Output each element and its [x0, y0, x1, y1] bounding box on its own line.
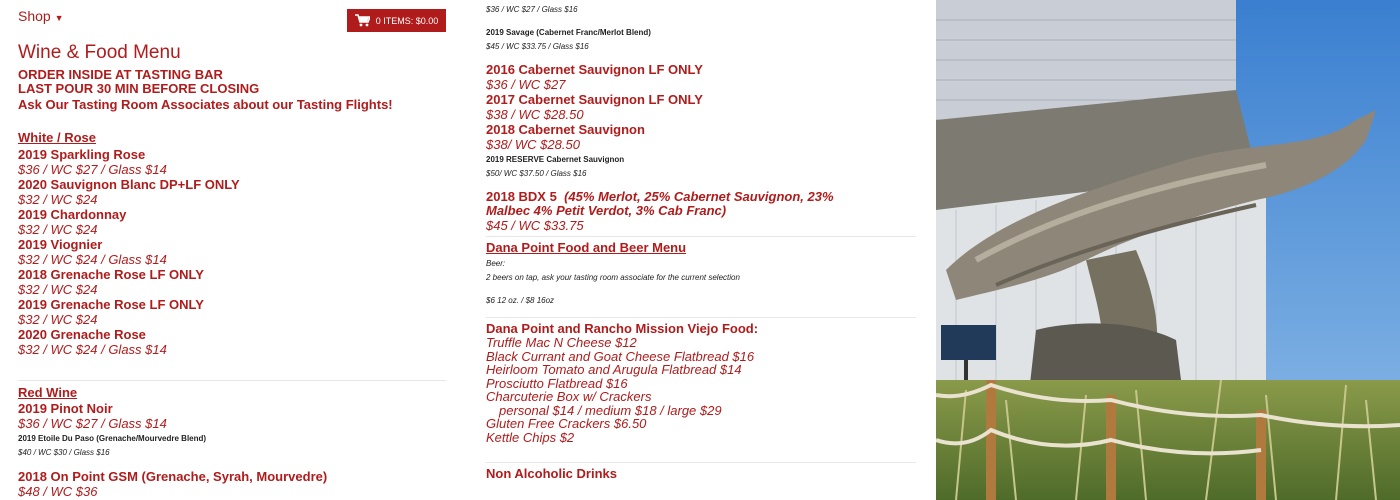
cart-button[interactable]: [347, 9, 446, 32]
wine-price: $32 / WC $24: [18, 192, 98, 207]
wine-price: $32 / WC $24 / Glass $14: [18, 342, 167, 357]
wine-item: [18, 327, 167, 357]
wine-item: [486, 92, 703, 122]
list-item: Charcuterie Box w/ Crackers: [486, 389, 652, 404]
beer-label: Beer:: [486, 259, 506, 268]
list-item: Prosciutto Flatbread $16: [486, 375, 628, 391]
section-heading-food: Dana Point and Rancho Mission Viejo Food:: [486, 321, 759, 336]
wine-name: 2019 RESERVE Cabernet Sauvignon: [486, 155, 625, 164]
wine-name: 2019 Sparkling Rose: [18, 147, 146, 162]
wine-name: 2019 Viognier: [18, 237, 103, 252]
chevron-down-icon: ▼: [54, 13, 64, 23]
wine-price: $48 / WC $36: [18, 484, 98, 499]
wine-item: [486, 26, 651, 54]
list-item: Black Currant and Goat Cheese Flatbread $16: [486, 348, 755, 364]
section-divider: [486, 462, 916, 463]
wine-price: $36 / WC $27 / Glass $14: [18, 416, 167, 431]
wine-item: [486, 62, 703, 92]
list-item: personal $14 / medium $18 / large $29: [499, 402, 722, 418]
wine-item: [18, 177, 240, 207]
wine-name: 2018 On Point GSM (Grenache, Syrah, Mourvedre): [18, 469, 328, 484]
wine-name: 2019 Chardonnay: [18, 207, 127, 222]
wine-name: 2020 Grenache Rose: [18, 327, 146, 342]
wine-price: $38 / WC $28.50: [486, 107, 584, 122]
wine-item: [18, 267, 204, 297]
wine-name: 2018 Grenache Rose LF ONLY: [18, 267, 204, 282]
wine-item: [18, 237, 167, 267]
cart-label: 0 ITEMS: $0.00: [375, 15, 439, 26]
wine-name: 2018 Cabernet Sauvignon: [486, 122, 645, 137]
wine-price: $32 / WC $24: [18, 282, 98, 297]
wine-item: [18, 147, 167, 177]
wine-name: 2020 Sauvignon Blanc DP+LF ONLY: [18, 177, 240, 192]
wine-name: 2017 Cabernet Sauvignon LF ONLY: [486, 92, 703, 107]
notice-last-pour: LAST POUR 30 MIN BEFORE CLOSING: [18, 81, 260, 96]
wine-item: [486, 122, 645, 152]
cart-icon: [355, 14, 370, 27]
wine-name: 2019 Pinot Noir: [18, 401, 113, 416]
wine-item: [486, 153, 624, 181]
wine-name: 2019 Grenache Rose LF ONLY: [18, 297, 204, 312]
list-item: Gluten Free Crackers $6.50: [486, 416, 647, 431]
wine-blend: (45% Merlot, 25% Cabernet Sauvignon, 23% Malbec 4% Petit Verdot, 3% Cab Franc): [486, 189, 834, 218]
list-item: Heirloom Tomato and Arugula Flatbread $14: [486, 362, 742, 377]
shop-label: Shop: [18, 8, 51, 24]
section-heading-white-rose: White / Rose: [18, 130, 97, 145]
section-divider: [486, 317, 916, 318]
wine-item: [18, 297, 204, 327]
driftwood-whale-photo: [936, 0, 1400, 500]
section-heading-non-alcoholic: Non Alcoholic Drinks: [486, 466, 617, 481]
page-title: Wine & Food Menu: [18, 42, 181, 63]
photo-image: [936, 0, 1400, 500]
notice-order: ORDER INSIDE AT TASTING BAR: [18, 67, 223, 82]
wine-price: $45 / WC $33.75 / Glass $16: [486, 42, 589, 51]
wine-name: 2019 Etoile Du Paso (Grenache/Mourvedre Blend): [18, 434, 207, 443]
wine-price: $40 / WC $30 / Glass $16: [18, 448, 110, 457]
section-heading-red-wine: Red Wine: [18, 385, 78, 400]
wine-price: $36 / WC $27 / Glass $14: [18, 162, 167, 177]
shop-dropdown[interactable]: [18, 8, 64, 24]
wine-price-text: $36 / WC $27 / Glass $16: [486, 5, 578, 14]
wine-price: [486, 3, 578, 17]
wine-item: [18, 432, 206, 460]
notice-flights: Ask Our Tasting Room Associates about our Tasting Flights!: [18, 97, 393, 112]
wine-name: 2019 Savage (Cabernet Franc/Merlot Blend): [486, 28, 651, 37]
wine-price: $45 / WC $33.75: [486, 218, 584, 233]
section-divider: [18, 380, 446, 381]
wine-item: [18, 469, 327, 499]
wine-price: $32 / WC $24: [18, 312, 98, 327]
beer-price: $6 12 oz. / $8 16oz: [486, 296, 555, 305]
section-divider: [486, 236, 916, 237]
section-heading-food-beer: Dana Point Food and Beer Menu: [486, 240, 687, 255]
list-item: Truffle Mac N Cheese $12: [486, 335, 637, 350]
wine-item: [486, 190, 856, 233]
wine-item: [18, 401, 167, 431]
beer-description: 2 beers on tap, ask your tasting room associate for the current selection: [486, 273, 740, 282]
food-list: [486, 336, 754, 444]
wine-price: $32 / WC $24 / Glass $14: [18, 252, 167, 267]
wine-price: $38/ WC $28.50: [486, 137, 580, 152]
wine-price: $32 / WC $24: [18, 222, 98, 237]
wine-price: $36 / WC $27: [486, 77, 566, 92]
wine-name: 2016 Cabernet Sauvignon LF ONLY: [486, 62, 703, 77]
wine-name: 2018 BDX 5: [486, 189, 557, 204]
wine-item: [18, 207, 126, 237]
list-item: Kettle Chips $2: [486, 429, 575, 445]
wine-price: $50/ WC $37.50 / Glass $16: [486, 169, 587, 178]
